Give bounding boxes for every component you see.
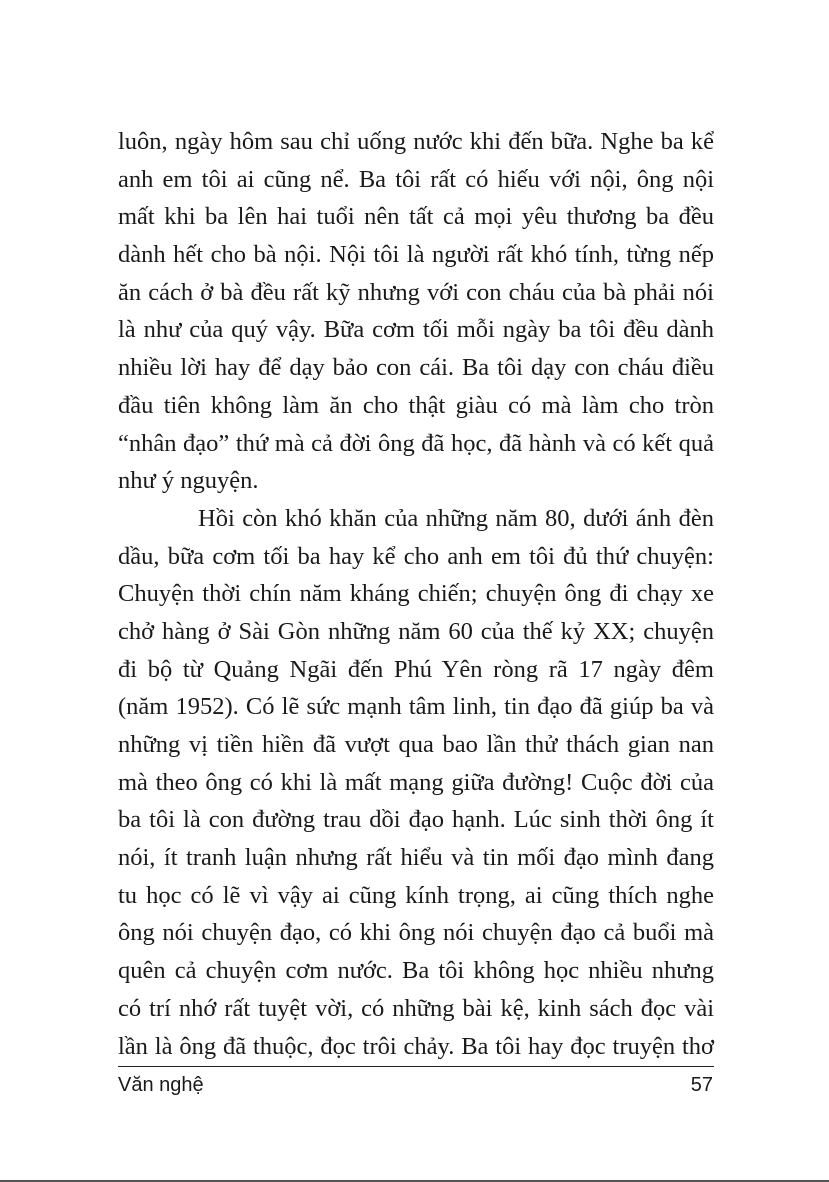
text-line: (năm 1952). Có lẽ sức mạnh tâm linh, tin đạo đã giúp ba và — [118, 693, 714, 721]
text-line: có trí nhớ rất tuyệt vời, có những bài kệ, kinh sách đọc vài — [118, 994, 714, 1022]
text-line: như ý nguyện. — [118, 467, 259, 495]
text-line: đi bộ từ Quảng Ngãi đến Phú Yên ròng rã 17 ngày đêm — [118, 655, 714, 683]
text-line: mà theo ông có khi là mất mạng giữa đường! Cuộc đời của — [118, 768, 714, 796]
text-line: những vị tiền hiền đã vượt qua bao lần thử thách gian nan — [118, 731, 714, 758]
text-line: nói, ít tranh luận nhưng rất hiểu và tin mối đạo mình đang — [118, 844, 714, 872]
text-line: luôn, ngày hôm sau chỉ uống nước khi đến bữa. Nghe ba kể — [118, 128, 714, 155]
page-number: 57 — [690, 1074, 713, 1096]
text-line: dành hết cho bà nội. Nội tôi là người rất khó tính, từng nếp — [118, 241, 714, 269]
text-line: chở hàng ở Sài Gòn những năm 60 của thế kỷ XX; chuyện — [118, 617, 714, 645]
text-line: dầu, bữa cơm tối ba hay kể cho anh em tôi đủ thứ chuyện: — [118, 542, 714, 570]
text-line: ăn cách ở bà đều rất kỹ nhưng với con cháu của bà phải nói — [118, 278, 714, 306]
footer-section-title: Văn nghệ — [118, 1074, 204, 1096]
text-line: ba tôi là con đường trau dồi đạo hạnh. Lúc sinh thời ông ít — [118, 806, 714, 834]
text-line: ông nói chuyện đạo, có khi ông nói chuyện đạo cả buổi mà — [118, 919, 714, 947]
text-line: là như của quý vậy. Bữa cơm tối mỗi ngày ba tôi đều dành — [118, 316, 714, 344]
text-line: “nhân đạo” thứ mà cả đời ông đã học, đã hành và có kết quả — [118, 429, 714, 457]
text-line: mất khi ba lên hai tuổi nên tất cả mọi yêu thương ba đều — [118, 203, 714, 231]
text-line: Hồi còn khó khăn của những năm 80, dưới ánh đèn — [198, 504, 714, 532]
text-line: đầu tiên không làm ăn cho thật giàu có mà làm cho tròn — [118, 391, 714, 419]
text-line: quên cả chuyện cơm nước. Ba tôi không học nhiều nhưng — [118, 957, 714, 985]
footer-divider — [118, 1066, 714, 1067]
text-line: lần là ông đã thuộc, đọc trôi chảy. Ba tôi hay đọc truyện thơ — [118, 1032, 714, 1060]
body-text — [118, 123, 714, 1065]
text-line: Chuyện thời chín năm kháng chiến; chuyện ông đi chạy xe — [118, 580, 714, 608]
text-line: tu học có lẽ vì vậy ai cũng kính trọng, ai cũng thích nghe — [118, 881, 714, 909]
text-line: anh em tôi ai cũng nể. Ba tôi rất có hiếu với nội, ông nội — [118, 165, 714, 193]
text-line: nhiều lời hay để dạy bảo con cái. Ba tôi dạy con cháu điều — [118, 354, 714, 382]
